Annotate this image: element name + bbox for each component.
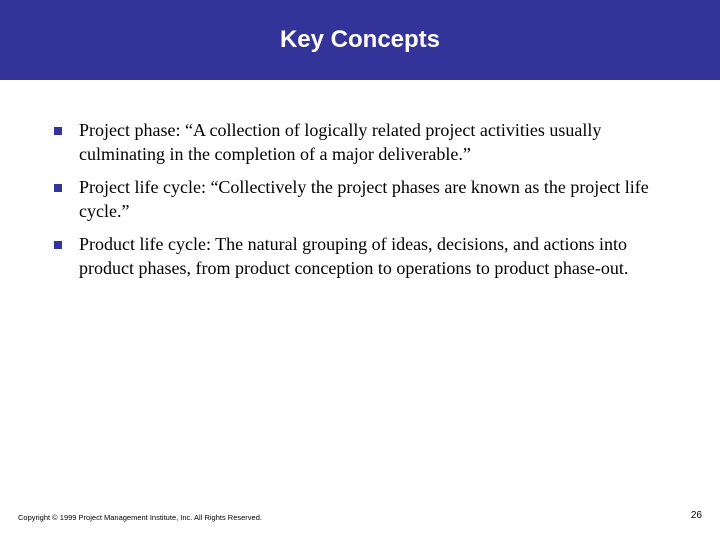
bullet-text: Project life cycle: “Collectively the project phases are known as the project life cycle.” xyxy=(79,177,649,221)
footer-copyright: Copyright © 1999 Project Management Institute, Inc. All Rights Reserved. xyxy=(18,513,262,522)
slide-title: Key Concepts xyxy=(279,26,441,53)
bullet-text: Product life cycle: The natural grouping of ideas, decisions, and actions into product phases, from product conception to operations to product phase-out. xyxy=(79,234,629,278)
square-bullet-icon xyxy=(54,127,62,135)
page-number: 26 xyxy=(690,510,702,521)
bullet-text: Project phase: “A collection of logically related project activities usually culminating in the completion of a major deliverable.” xyxy=(79,120,602,164)
square-bullet-icon xyxy=(54,184,62,192)
square-bullet-icon xyxy=(54,241,62,249)
title-bar xyxy=(0,0,720,80)
